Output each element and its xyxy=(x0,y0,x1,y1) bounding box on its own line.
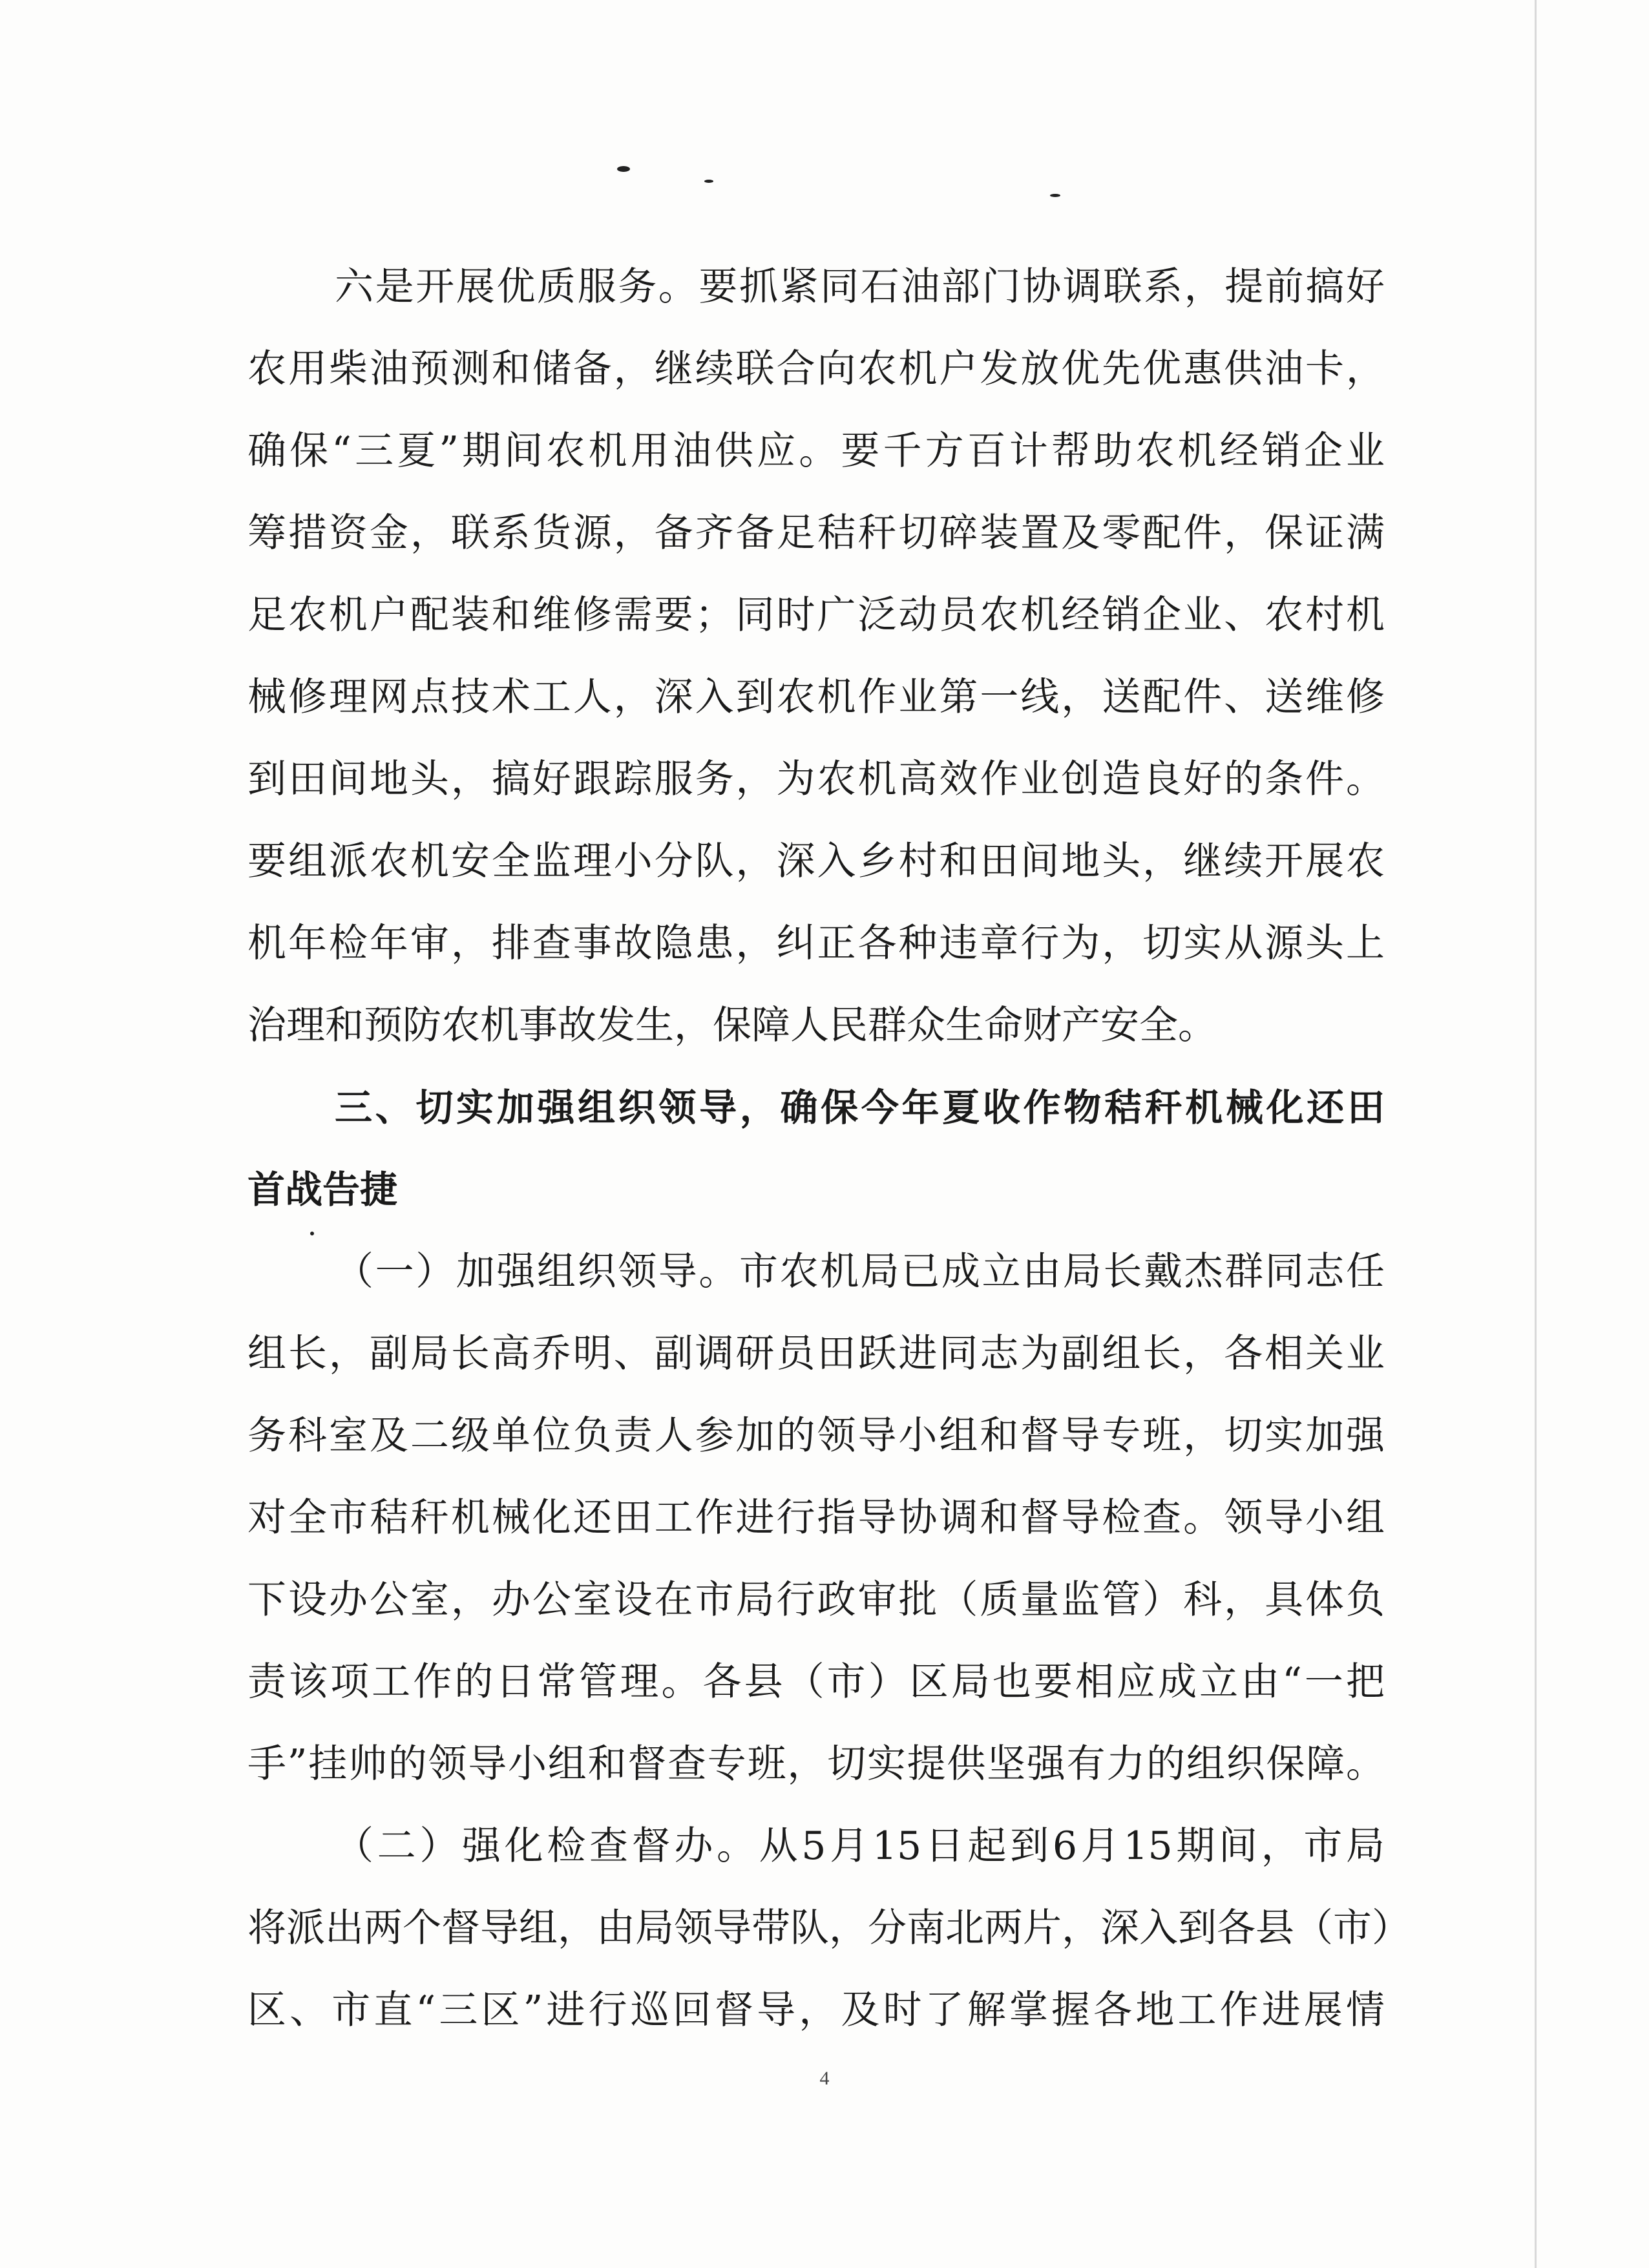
section-heading: 三、切实加强组织领导，确保今年夏收作物秸秆机械化还田 xyxy=(335,1086,1385,1129)
paragraph-line: 下设办公室，办公室设在市局行政审批（质量监管）科，具体负 xyxy=(247,1577,1385,1622)
paragraph-line: 筹措资金，联系货源，备齐备足秸秆切碎装置及零配件，保证满 xyxy=(247,510,1385,556)
paragraph-line: 械修理网点技术工人，深入到农机作业第一线，送配件、送维修 xyxy=(247,675,1385,720)
paragraph-line: 对全市秸秆机械化还田工作进行指导协调和督导检查。领导小组 xyxy=(247,1495,1385,1540)
paragraph-line: 组长，副局长高乔明、副调研员田跃进同志为副组长，各相关业 xyxy=(247,1331,1385,1376)
paragraph-line: （二）强化检查督办。从5月15日起到6月15期间，市局 xyxy=(335,1823,1385,1869)
scan-speck xyxy=(1050,194,1060,197)
paragraph-line: 机年检年审，排查事故隐患，纠正各种违章行为，切实从源头上 xyxy=(247,921,1385,966)
paragraph-line: 区、市直“三区”进行巡回督导，及时了解掌握各地工作进展情 xyxy=(247,1988,1385,2033)
paragraph-line: 农用柴油预测和储备，继续联合向农机户发放优先优惠供油卡， xyxy=(247,346,1385,392)
paragraph-line: 治理和预防农机事故发生，保障人民群众生命财产安全。 xyxy=(247,1003,1217,1048)
scan-speck xyxy=(617,166,630,172)
paragraph-line: 到田间地头，搞好跟踪服务，为农机高效作业创造良好的条件。 xyxy=(247,757,1385,802)
paragraph-line: 责该项工作的日常管理。各县（市）区局也要相应成立由“一把 xyxy=(247,1659,1385,1705)
paragraph-line: 要组派农机安全监理小分队，深入乡村和田间地头，继续开展农 xyxy=(247,839,1385,884)
document-body xyxy=(247,246,1411,2052)
paragraph-line: 确保“三夏”期间农机用油供应。要千方百计帮助农机经销企业 xyxy=(247,428,1385,474)
paragraph-line: 手”挂帅的领导小组和督查专班，切实提供坚强有力的组织保障。 xyxy=(247,1741,1385,1787)
paragraph-line: 将派出两个督导组，由局领导带队，分南北两片，深入到各县（市） xyxy=(247,1906,1411,1951)
scan-speck xyxy=(704,180,713,183)
paragraph-line: 足农机户配装和维修需要；同时广泛动员农机经销企业、农村机 xyxy=(247,593,1385,638)
page-number: 4 xyxy=(819,2068,830,2089)
paragraph-line: 务科室及二级单位负责人参加的领导小组和督导专班，切实加强 xyxy=(247,1413,1385,1458)
section-heading: 首战告捷 xyxy=(247,1168,398,1212)
paragraph-line: （一）加强组织领导。市农机局已成立由局长戴杰群同志任 xyxy=(335,1249,1385,1294)
paragraph-line: 六是开展优质服务。要抓紧同石油部门协调联系，提前搞好 xyxy=(335,264,1385,310)
